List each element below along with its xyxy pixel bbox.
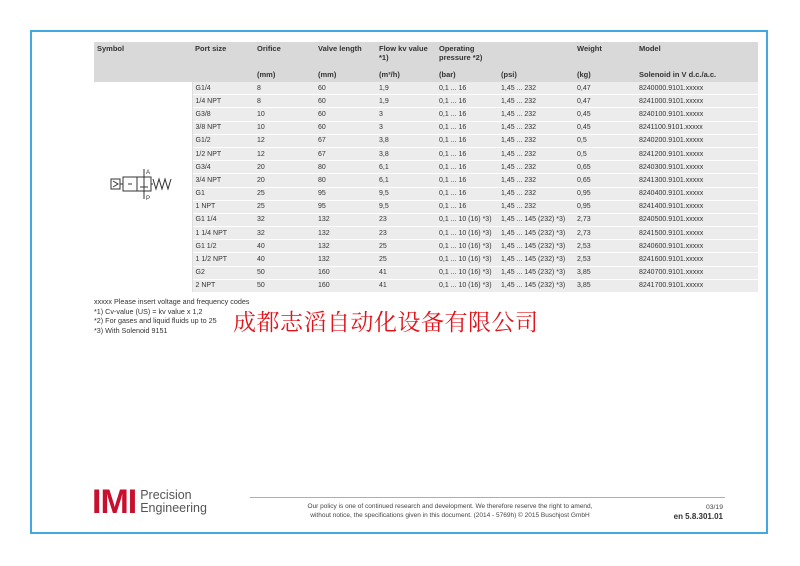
cell-valve-length: 132 [315, 240, 376, 253]
cell-model: 8241000.9101.xxxxx [636, 95, 758, 108]
cell-flow-kv: 1,9 [376, 82, 436, 95]
cell-flow-kv: 1,9 [376, 95, 436, 108]
cell-flow-kv: 41 [376, 279, 436, 292]
cell-flow-kv: 6,1 [376, 161, 436, 174]
header-valve-length: Valve length [315, 42, 376, 70]
table-row [94, 147, 758, 160]
header-operating-pressure: Operating pressure *2) [436, 42, 498, 70]
spec-table [94, 42, 758, 293]
cell-model: 8240000.9101.xxxxx [636, 82, 758, 95]
cell-pressure-bar: 0,1 ... 16 [436, 187, 498, 200]
cell-orifice: 25 [254, 187, 315, 200]
cell-model: 8240400.9101.xxxxx [636, 187, 758, 200]
cell-model: 8241500.9101.xxxxx [636, 227, 758, 240]
cell-port-size: G1/4 [192, 82, 254, 95]
cell-flow-kv: 25 [376, 240, 436, 253]
footer-divider [250, 497, 725, 498]
cell-model: 8241300.9101.xxxxx [636, 174, 758, 187]
unit-model: Solenoid in V d.c./a.c. [636, 70, 758, 82]
cell-pressure-psi: 1,45 ... 232 [498, 134, 574, 147]
note-3: *2) For gases and liquid fluids up to 25 [94, 316, 217, 326]
cell-model: 8240100.9101.xxxxx [636, 108, 758, 121]
cell-weight: 0,5 [574, 147, 636, 160]
cell-weight: 0,47 [574, 82, 636, 95]
cell-flow-kv: 41 [376, 266, 436, 279]
cell-pressure-psi: 1,45 ... 232 [498, 82, 574, 95]
cell-weight: 0,45 [574, 108, 636, 121]
cell-valve-length: 80 [315, 161, 376, 174]
doc-number: en 5.8.301.01 [673, 512, 723, 521]
cell-orifice: 32 [254, 213, 315, 226]
cell-orifice: 50 [254, 279, 315, 292]
cell-pressure-bar: 0,1 ... 10 (16) *3) [436, 240, 498, 253]
cell-port-size: G1 1/2 [192, 240, 254, 253]
cell-pressure-bar: 0,1 ... 16 [436, 121, 498, 134]
table-row [94, 200, 758, 213]
header-model: Model [636, 42, 758, 70]
table-body [94, 82, 758, 293]
cell-pressure-bar: 0,1 ... 16 [436, 134, 498, 147]
header-pressure-psi [498, 42, 574, 70]
cell-orifice: 32 [254, 227, 315, 240]
cell-port-size: G3/8 [192, 108, 254, 121]
cell-port-size: 1 1/4 NPT [192, 227, 254, 240]
cell-pressure-bar: 0,1 ... 16 [436, 147, 498, 160]
cell-port-size: 1/4 NPT [192, 95, 254, 108]
table-row [94, 187, 758, 200]
policy-line-2: without notice, the specifications given in this document. (2014 - 5769h) © 2015 Buschjost GmbH [310, 511, 590, 519]
cell-valve-length: 60 [315, 95, 376, 108]
cell-valve-length: 132 [315, 253, 376, 266]
cell-model: 8241600.9101.xxxxx [636, 253, 758, 266]
table-row [94, 253, 758, 266]
cell-flow-kv: 25 [376, 253, 436, 266]
cell-flow-kv: 23 [376, 227, 436, 240]
table-row [94, 227, 758, 240]
cell-weight: 2,73 [574, 213, 636, 226]
cell-orifice: 40 [254, 253, 315, 266]
cell-pressure-bar: 0,1 ... 16 [436, 95, 498, 108]
cell-flow-kv: 3,8 [376, 134, 436, 147]
logo-line-2: Engineering [140, 501, 207, 515]
cell-model: 8241400.9101.xxxxx [636, 200, 758, 213]
cell-flow-kv: 23 [376, 213, 436, 226]
cell-pressure-bar: 0,1 ... 16 [436, 161, 498, 174]
cell-pressure-psi: 1,45 ... 232 [498, 174, 574, 187]
cell-weight: 3,85 [574, 279, 636, 292]
cell-weight: 0,65 [574, 174, 636, 187]
cell-port-size: G3/4 [192, 161, 254, 174]
cell-orifice: 50 [254, 266, 315, 279]
logo-wordmark [140, 489, 207, 515]
cell-pressure-psi: 1,45 ... 232 [498, 200, 574, 213]
cell-port-size: G2 [192, 266, 254, 279]
cell-weight: 0,95 [574, 187, 636, 200]
cell-valve-length: 60 [315, 108, 376, 121]
spec-table-wrap [94, 42, 758, 293]
cell-orifice: 12 [254, 134, 315, 147]
logo-line-1: Precision [140, 488, 192, 502]
unit-symbol [94, 70, 192, 82]
table-row [94, 279, 758, 292]
header-orifice: Orifice [254, 42, 315, 70]
cell-valve-length: 132 [315, 227, 376, 240]
header-port-size: Port size [192, 42, 254, 70]
cell-orifice: 40 [254, 240, 315, 253]
page-frame [30, 30, 768, 534]
cell-flow-kv: 9,5 [376, 187, 436, 200]
symbol-label-a: A [145, 170, 150, 176]
cell-valve-length: 160 [315, 279, 376, 292]
cell-weight: 2,53 [574, 240, 636, 253]
unit-psi: (psi) [498, 70, 574, 82]
cell-pressure-bar: 0,1 ... 10 (16) *3) [436, 253, 498, 266]
cell-pressure-psi: 1,45 ... 145 (232) *3) [498, 266, 574, 279]
cell-port-size: 3/8 NPT [192, 121, 254, 134]
table-row [94, 213, 758, 226]
cell-pressure-psi: 1,45 ... 145 (232) *3) [498, 227, 574, 240]
cell-pressure-psi: 1,45 ... 232 [498, 121, 574, 134]
cell-pressure-psi: 1,45 ... 145 (232) *3) [498, 253, 574, 266]
cell-pressure-bar: 0,1 ... 16 [436, 108, 498, 121]
cell-orifice: 10 [254, 121, 315, 134]
cell-flow-kv: 3 [376, 121, 436, 134]
cell-pressure-psi: 1,45 ... 232 [498, 187, 574, 200]
cell-weight: 3,85 [574, 266, 636, 279]
cell-valve-length: 95 [315, 187, 376, 200]
cell-model: 8240700.9101.xxxxx [636, 266, 758, 279]
table-row [94, 121, 758, 134]
cell-port-size: 2 NPT [192, 279, 254, 292]
footnotes [94, 297, 249, 335]
cell-model: 8240300.9101.xxxxx [636, 161, 758, 174]
logo-mark: IMI [92, 483, 137, 521]
cell-weight: 0,5 [574, 134, 636, 147]
cell-model: 8241100.9101.xxxxx [636, 121, 758, 134]
cell-orifice: 12 [254, 147, 315, 160]
table-header-row [94, 42, 758, 70]
cell-port-size: G1/2 [192, 134, 254, 147]
cell-valve-length: 160 [315, 266, 376, 279]
cell-valve-length: 132 [315, 213, 376, 226]
policy-line-1: Our policy is one of continued research and development. We therefore reserve the right to amend, [307, 503, 593, 510]
unit-flow: (m³/h) [376, 70, 436, 82]
cell-flow-kv: 6,1 [376, 174, 436, 187]
cell-flow-kv: 9,5 [376, 200, 436, 213]
unit-orifice: (mm) [254, 70, 315, 82]
cell-model: 8241200.9101.xxxxx [636, 147, 758, 160]
table-row [94, 174, 758, 187]
table-units-row [94, 70, 758, 82]
cell-pressure-bar: 0,1 ... 10 (16) *3) [436, 213, 498, 226]
cell-orifice: 20 [254, 174, 315, 187]
cell-flow-kv: 3 [376, 108, 436, 121]
header-weight: Weight [574, 42, 636, 70]
cell-valve-length: 67 [315, 147, 376, 160]
table-row [94, 240, 758, 253]
cell-weight: 0,45 [574, 121, 636, 134]
header-flow-kv: Flow kv value *1) [376, 42, 436, 70]
cell-valve-length: 80 [315, 174, 376, 187]
cell-orifice: 25 [254, 200, 315, 213]
table-row [94, 82, 758, 95]
unit-valve-length: (mm) [315, 70, 376, 82]
cell-port-size: 1 1/2 NPT [192, 253, 254, 266]
cell-pressure-psi: 1,45 ... 145 (232) *3) [498, 240, 574, 253]
cell-valve-length: 95 [315, 200, 376, 213]
header-symbol: Symbol [94, 42, 192, 70]
unit-weight: (kg) [574, 70, 636, 82]
cell-orifice: 10 [254, 108, 315, 121]
cell-model: 8241700.9101.xxxxx [636, 279, 758, 292]
watermark-text: 成都志滔自动化设备有限公司 [233, 310, 539, 336]
cell-pressure-bar: 0,1 ... 10 (16) *3) [436, 266, 498, 279]
cell-pressure-psi: 1,45 ... 232 [498, 108, 574, 121]
cell-valve-length: 67 [315, 134, 376, 147]
policy-text [270, 503, 630, 520]
cell-weight: 2,53 [574, 253, 636, 266]
table-row [94, 108, 758, 121]
cell-pressure-bar: 0,1 ... 16 [436, 200, 498, 213]
cell-pressure-bar: 0,1 ... 10 (16) *3) [436, 279, 498, 292]
cell-pressure-psi: 1,45 ... 232 [498, 147, 574, 160]
page-number: 03/19 [705, 504, 723, 511]
cell-weight: 0,65 [574, 161, 636, 174]
cell-pressure-psi: 1,45 ... 232 [498, 95, 574, 108]
cell-orifice: 20 [254, 161, 315, 174]
cell-model: 8240500.9101.xxxxx [636, 213, 758, 226]
cell-port-size: 3/4 NPT [192, 174, 254, 187]
cell-orifice: 8 [254, 95, 315, 108]
cell-pressure-psi: 1,45 ... 232 [498, 161, 574, 174]
note-1: xxxxx Please insert voltage and frequency codes [94, 297, 250, 306]
note-4: *3) With Solenoid 9151 [94, 325, 168, 335]
cell-weight: 0,95 [574, 200, 636, 213]
cell-model: 8240200.9101.xxxxx [636, 134, 758, 147]
cell-model: 8240600.9101.xxxxx [636, 240, 758, 253]
cell-pressure-bar: 0,1 ... 10 (16) *3) [436, 227, 498, 240]
note-2: *1) Cv-value (US) = kv value x 1,2 [94, 306, 203, 316]
cell-valve-length: 60 [315, 121, 376, 134]
table-row [94, 161, 758, 174]
table-row [94, 95, 758, 108]
cell-valve-length: 60 [315, 82, 376, 95]
cell-weight: 0,47 [574, 95, 636, 108]
cell-port-size: 1 NPT [192, 200, 254, 213]
cell-pressure-bar: 0,1 ... 16 [436, 82, 498, 95]
cell-pressure-psi: 1,45 ... 145 (232) *3) [498, 279, 574, 292]
table-row [94, 266, 758, 279]
page-info [674, 503, 723, 521]
valve-symbol-cell [94, 82, 192, 293]
cell-orifice: 8 [254, 82, 315, 95]
cell-port-size: G1 1/4 [192, 213, 254, 226]
cell-port-size: G1 [192, 187, 254, 200]
cell-weight: 2,73 [574, 227, 636, 240]
imi-logo [92, 485, 207, 519]
valve-symbol-icon [101, 167, 185, 207]
cell-pressure-psi: 1,45 ... 145 (232) *3) [498, 213, 574, 226]
table-row [94, 134, 758, 147]
unit-port-size [192, 70, 254, 82]
cell-pressure-bar: 0,1 ... 16 [436, 174, 498, 187]
unit-bar: (bar) [436, 70, 498, 82]
cell-flow-kv: 3,8 [376, 147, 436, 160]
symbol-label-p: P [145, 196, 150, 202]
cell-port-size: 1/2 NPT [192, 147, 254, 160]
